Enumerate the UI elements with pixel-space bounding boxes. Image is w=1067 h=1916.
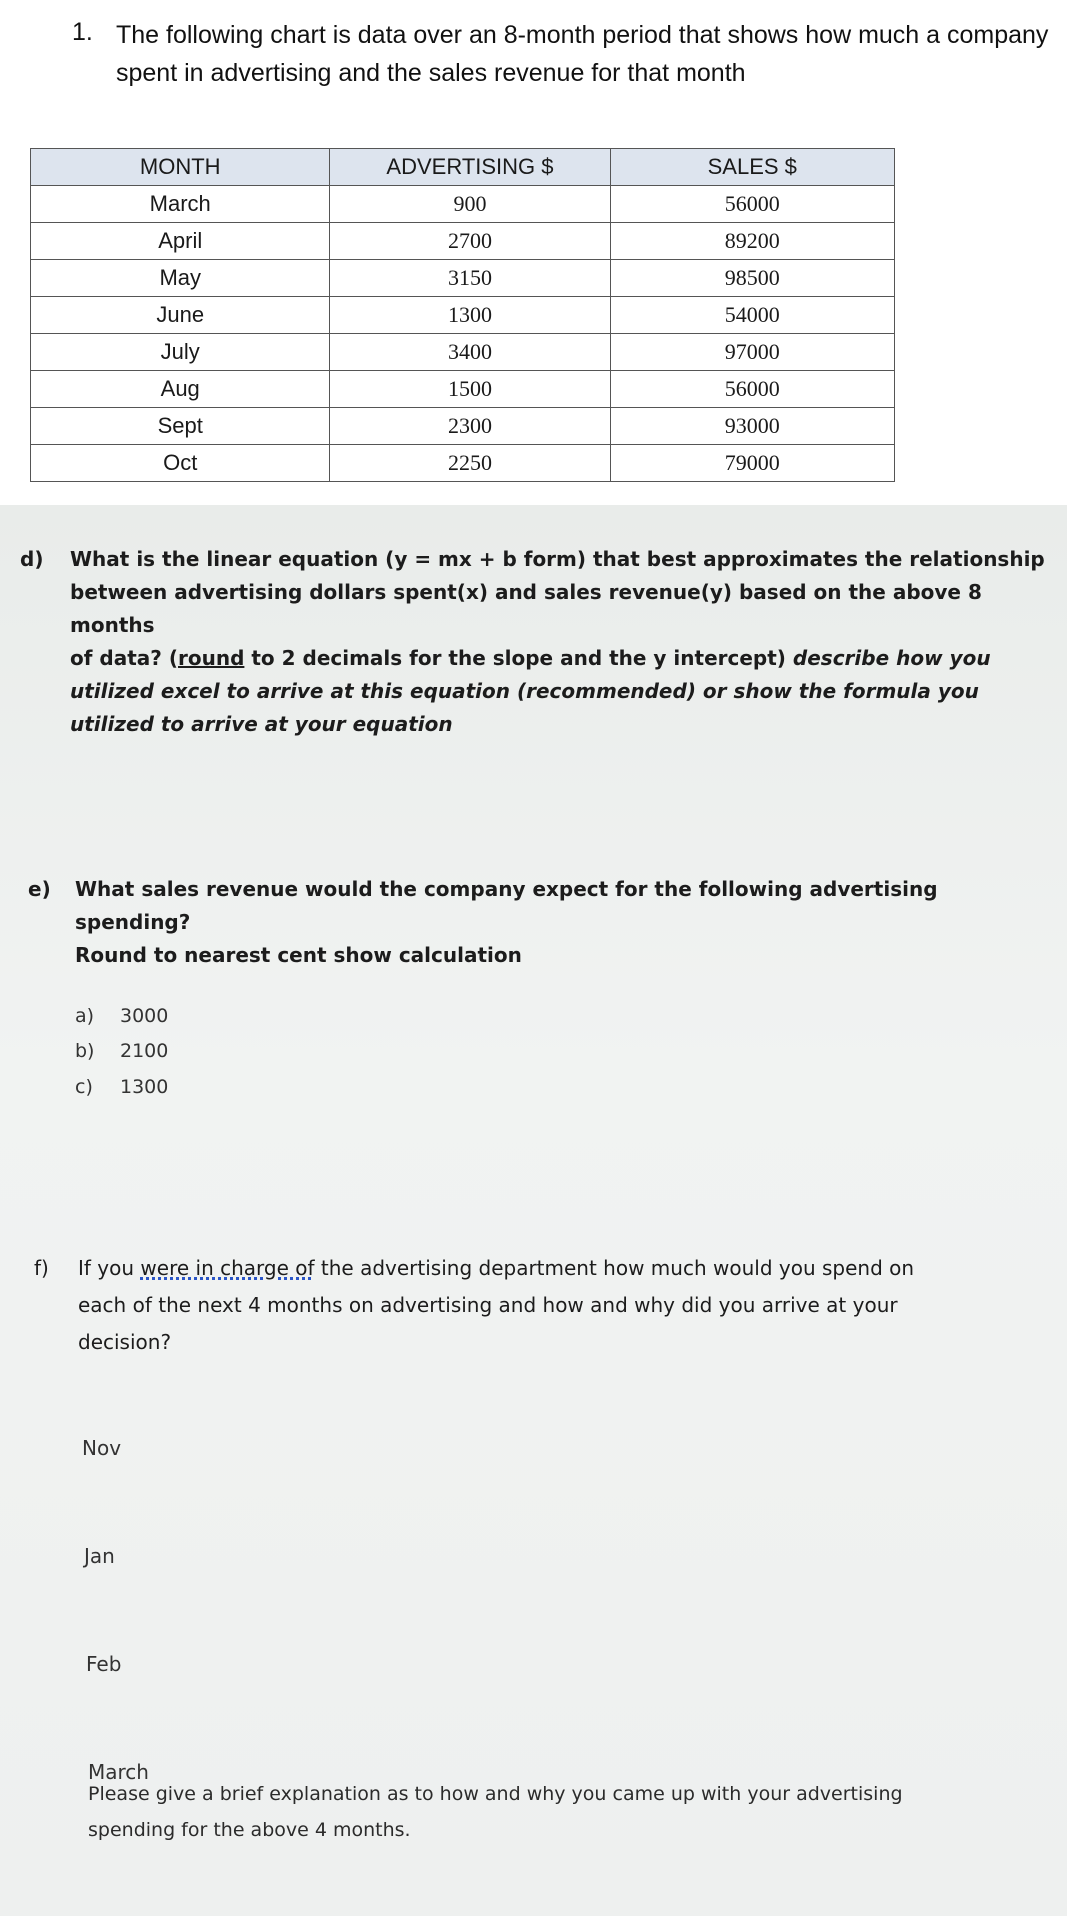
table-row bbox=[31, 371, 895, 408]
part-d-line-3-d: describe how you bbox=[785, 646, 991, 670]
option-a-label: a) bbox=[75, 1005, 95, 1027]
question-number: 1. bbox=[72, 18, 93, 46]
question-text-line-1: The following chart is data over an 8-month period that shows how much a company bbox=[116, 21, 1049, 49]
part-f bbox=[34, 1250, 1054, 1360]
month-nov: Nov bbox=[82, 1436, 122, 1460]
option-c-label: c) bbox=[75, 1076, 93, 1098]
part-f-line-1-c: the advertising department how much would you spend on bbox=[314, 1256, 915, 1280]
part-f-line-3: decision? bbox=[78, 1330, 172, 1354]
closing-instruction bbox=[88, 1776, 1048, 1848]
cell-month: March bbox=[31, 186, 330, 223]
part-e bbox=[28, 873, 1058, 967]
cell-month: Aug bbox=[31, 371, 330, 408]
part-d-text bbox=[70, 543, 1060, 741]
option-b-value: 2100 bbox=[120, 1040, 169, 1062]
table-row bbox=[31, 408, 895, 445]
part-e-label: e) bbox=[28, 877, 51, 901]
cell-sales: 93000 bbox=[610, 408, 895, 445]
option-c bbox=[75, 1076, 168, 1098]
option-b-label: b) bbox=[75, 1040, 95, 1062]
question-text bbox=[116, 16, 1056, 92]
month-jan: Jan bbox=[84, 1544, 115, 1568]
cell-sales: 54000 bbox=[610, 297, 895, 334]
cell-advertising: 900 bbox=[330, 186, 610, 223]
data-table bbox=[30, 148, 895, 482]
header-sales: SALES $ bbox=[610, 149, 895, 186]
part-f-were-in-charge: were in charge of bbox=[140, 1256, 315, 1280]
part-e-show-calculation: show calculation bbox=[333, 943, 522, 967]
table-row bbox=[31, 297, 895, 334]
part-d-round-word: round bbox=[177, 646, 245, 670]
closing-line-2: spending for the above 4 months. bbox=[88, 1819, 411, 1841]
cell-advertising: 2300 bbox=[330, 408, 610, 445]
part-e-text bbox=[75, 873, 1058, 972]
part-f-label: f) bbox=[34, 1256, 49, 1280]
part-d-line-1: What is the linear equation (y = mx + b form) that best approximates the relationship bbox=[70, 547, 1045, 571]
table-row bbox=[31, 223, 895, 260]
closing-line-1: Please give a brief explanation as to how and why you came up with your advertising bbox=[88, 1783, 903, 1805]
cell-advertising: 3150 bbox=[330, 260, 610, 297]
header-month: MONTH bbox=[31, 149, 330, 186]
part-d-line-5: utilized to arrive at your equation bbox=[70, 712, 453, 736]
cell-sales: 79000 bbox=[610, 445, 895, 482]
month-feb: Feb bbox=[86, 1652, 122, 1676]
part-d bbox=[20, 543, 1060, 736]
cell-sales: 97000 bbox=[610, 334, 895, 371]
part-f-text bbox=[78, 1250, 914, 1361]
option-a-value: 3000 bbox=[120, 1005, 169, 1027]
option-a bbox=[75, 1005, 168, 1027]
header-advertising: ADVERTISING $ bbox=[330, 149, 610, 186]
part-d-label: d) bbox=[20, 547, 44, 571]
cell-advertising: 3400 bbox=[330, 334, 610, 371]
part-d-line-4: utilized excel to arrive at this equation (recommended) or show the formula you bbox=[70, 679, 979, 703]
table-row bbox=[31, 260, 895, 297]
option-b bbox=[75, 1040, 168, 1062]
cell-advertising: 2250 bbox=[330, 445, 610, 482]
month-march: March bbox=[88, 1760, 149, 1784]
part-f-line-2: each of the next 4 months on advertising and how and why did you arrive at your bbox=[78, 1293, 898, 1317]
part-e-line-2-a: Round to nearest cent bbox=[75, 943, 334, 967]
cell-month: Oct bbox=[31, 445, 330, 482]
cell-advertising: 2700 bbox=[330, 223, 610, 260]
question-text-line-2: spent in advertising and the sales revenue for that month bbox=[116, 59, 746, 87]
question-header-area bbox=[0, 0, 1067, 505]
cell-month: Sept bbox=[31, 408, 330, 445]
part-d-line-3-a: of data? ( bbox=[70, 646, 178, 670]
part-d-line-2: between advertising dollars spent(x) and sales revenue(y) based on the above 8 months bbox=[70, 580, 982, 637]
part-f-line-1 bbox=[78, 1250, 914, 1287]
cell-advertising: 1300 bbox=[330, 297, 610, 334]
cell-month: July bbox=[31, 334, 330, 371]
cell-sales: 98500 bbox=[610, 260, 895, 297]
cell-month: April bbox=[31, 223, 330, 260]
cell-sales: 56000 bbox=[610, 186, 895, 223]
cell-month: June bbox=[31, 297, 330, 334]
option-c-value: 1300 bbox=[120, 1076, 169, 1098]
part-d-line-3 bbox=[70, 642, 1060, 675]
table-row bbox=[31, 334, 895, 371]
part-f-line-1-a: If you bbox=[78, 1256, 141, 1280]
cell-month: May bbox=[31, 260, 330, 297]
table-header-row bbox=[31, 149, 895, 186]
table-row bbox=[31, 186, 895, 223]
cell-sales: 89200 bbox=[610, 223, 895, 260]
part-e-line-1: What sales revenue would the company expect for the following advertising spending? bbox=[75, 877, 938, 934]
cell-advertising: 1500 bbox=[330, 371, 610, 408]
part-d-line-3-c: to 2 decimals for the slope and the y intercept) bbox=[244, 646, 786, 670]
table-row bbox=[31, 445, 895, 482]
cell-sales: 56000 bbox=[610, 371, 895, 408]
part-e-line-2 bbox=[75, 939, 1058, 972]
